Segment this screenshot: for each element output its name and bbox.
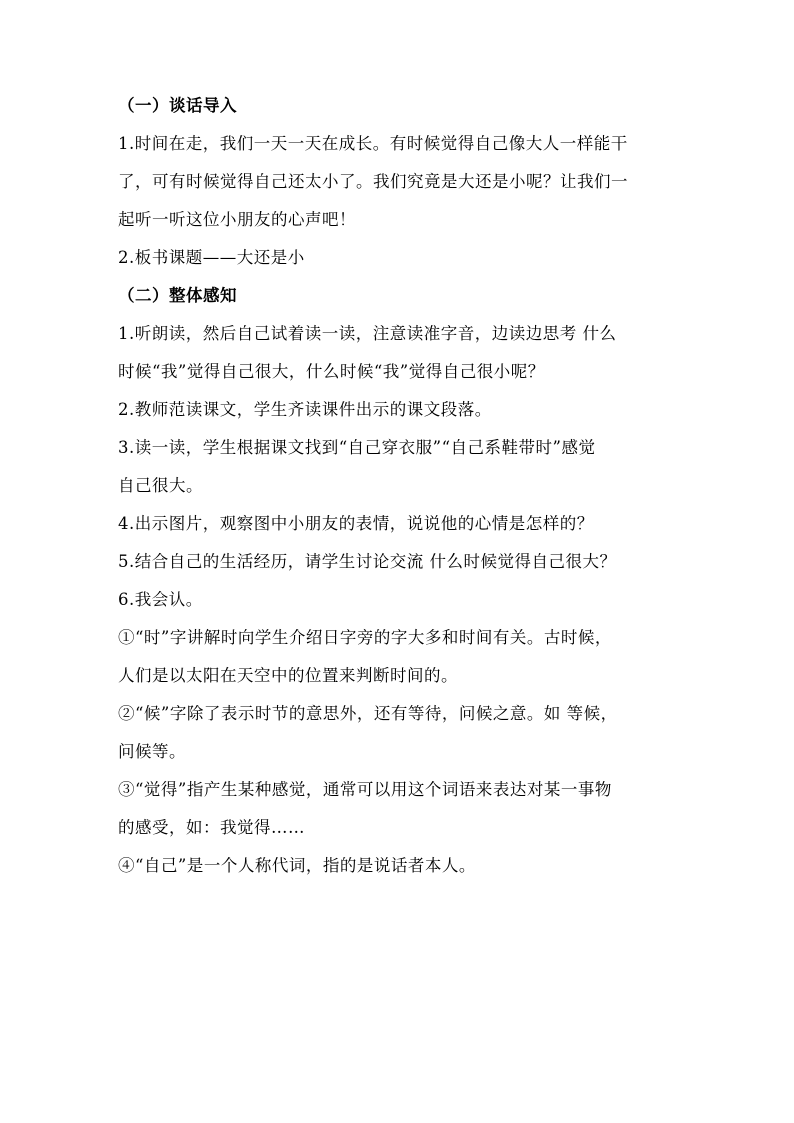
paragraph-line: 3.读一读，学生根据课文找到“自己穿衣服”“自己系鞋带时”感觉 xyxy=(118,438,596,457)
paragraph-line: 起听一听这位小朋友的心声吧！ xyxy=(118,210,356,229)
paragraph-line: 时候“我”觉得自己很大，什么时候“我”觉得自己很小呢？ xyxy=(118,362,545,381)
document-body xyxy=(118,96,678,875)
paragraph-line: 了，可有时候觉得自己还太小了。我们究竟是大还是小呢？让我们一 xyxy=(118,172,628,191)
paragraph-line: 2.板书课题——大还是小 xyxy=(118,248,305,267)
paragraph-line: 的感受，如：我觉得…… xyxy=(118,818,305,837)
paragraph-line: 问候等。 xyxy=(118,742,186,761)
paragraph-line: ②“候”字除了表示时节的意思外，还有等待，问候之意。如 等候， xyxy=(118,704,618,723)
paragraph-line: ④“自己”是一个人称代词，指的是说话者本人。 xyxy=(118,856,476,875)
section-heading-2: （二）整体感知 xyxy=(118,286,237,305)
paragraph-line: 2.教师范读课文，学生齐读课件出示的课文段落。 xyxy=(118,400,492,419)
section-heading-1: （一）谈话导入 xyxy=(118,96,237,115)
paragraph-line: 5.结合自己的生活经历，请学生讨论交流 什么时候觉得自己很大？ xyxy=(118,552,617,571)
paragraph-line: 人们是以太阳在天空中的位置来判断时间的。 xyxy=(118,666,458,685)
paragraph-line: ①“时”字讲解时向学生介绍日字旁的字大多和时间有关。古时候， xyxy=(118,628,612,647)
paragraph-line: 自己很大。 xyxy=(118,476,203,495)
paragraph-line: 1.时间在走，我们一天一天在成长。有时候觉得自己像大人一样能干 xyxy=(118,134,628,153)
paragraph-line: ③“觉得”指产生某种感觉，通常可以用这个词语来表达对某一事物 xyxy=(118,780,612,799)
paragraph-line: 1.听朗读，然后自己试着读一读，注意读准字音，边读边思考 什么 xyxy=(118,324,617,343)
paragraph-line: 6.我会认。 xyxy=(118,590,203,609)
paragraph-line: 4.出示图片，观察图中小朋友的表情，说说他的心情是怎样的？ xyxy=(118,514,594,533)
